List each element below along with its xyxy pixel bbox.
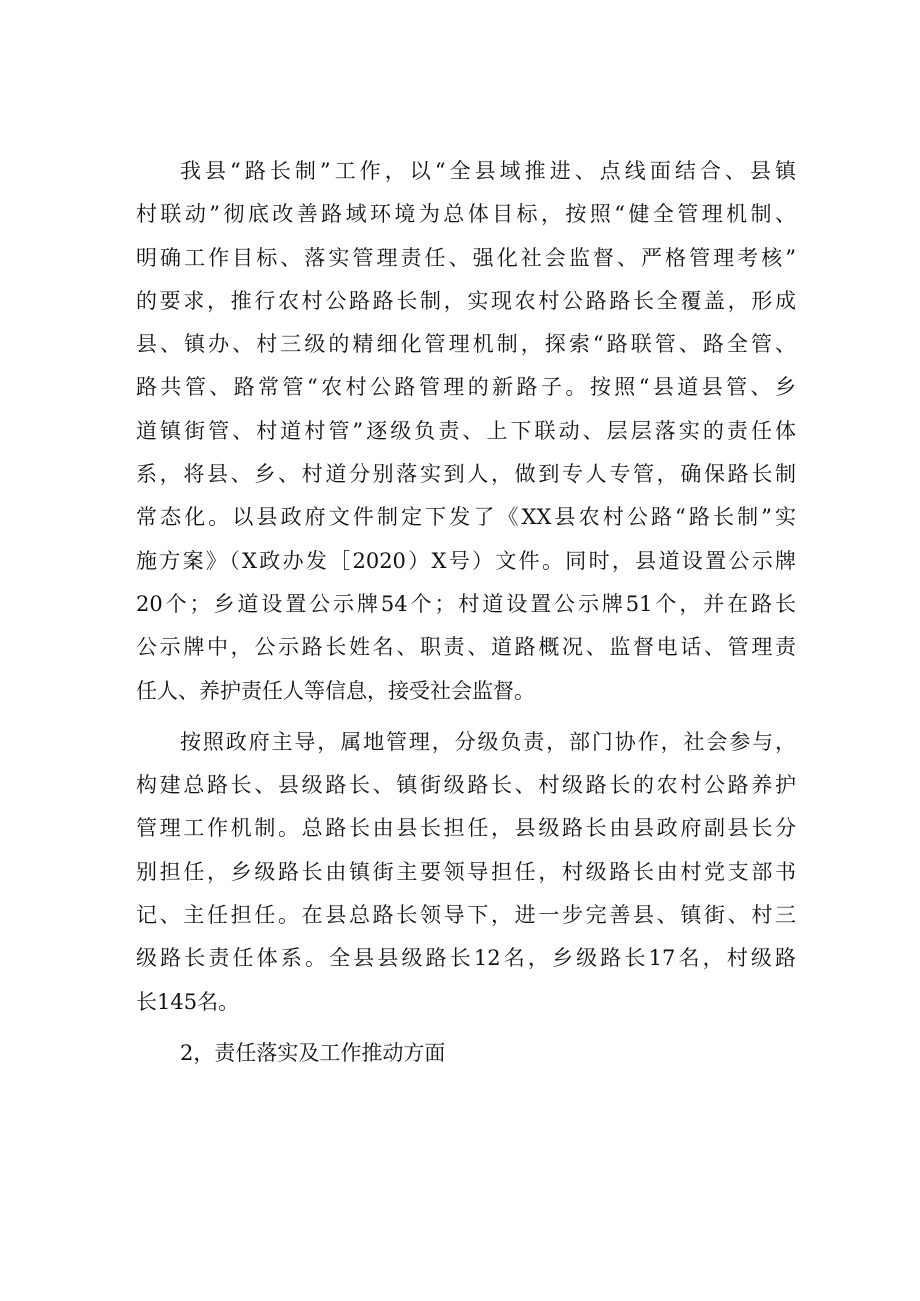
- paragraph-line: 的要求，推行农村公路路长制，实现农村公路路长全覆盖，形成: [136, 288, 796, 313]
- section-heading: 2，责任落实及工作推动方面: [180, 1040, 446, 1065]
- paragraph-line: 任人、养护责任人等信息，接受社会监督。: [136, 678, 535, 703]
- document-body: [136, 150, 796, 1075]
- paragraph-line: 构建总路长、县级路长、镇街级路长、村级路长的农村公路养护: [136, 773, 796, 798]
- paragraph-2: [136, 721, 796, 1024]
- paragraph-line: 路共管、路常管“农村公路管理的新路子。按照“县道县管、乡: [136, 375, 796, 400]
- paragraph-line: 常态化。以县政府文件制定下发了《XX县农村公路“路长制”实: [136, 505, 796, 530]
- paragraph-line: 施方案》（X政办发［2020）X号）文件。同时，县道设置公示牌: [136, 548, 796, 573]
- paragraph-line: 村联动”彻底改善路域环境为总体目标，按照“健全管理机制、: [136, 202, 796, 227]
- paragraph-line: 系，将县、乡、村道分别落实到人，做到专人专管，确保路长制: [136, 462, 796, 487]
- paragraph-line: 公示牌中，公示路长姓名、职责、道路概况、监督电话、管理责: [136, 635, 796, 660]
- paragraph-line: 别担任，乡级路长由镇街主要领导担任，村级路长由村党支部书: [136, 859, 796, 884]
- paragraph-1: [136, 150, 796, 713]
- paragraph-line: 级路长责任体系。全县县级路长12名，乡级路长17名，村级路: [136, 946, 796, 971]
- paragraph-line: 按照政府主导，属地管理，分级负责，部门协作，社会参与，: [180, 729, 796, 754]
- paragraph-line: 我县“路长制”工作，以“全县域推进、点线面结合、县镇: [180, 159, 796, 183]
- paragraph-line: 记、主任担任。在县总路长领导下，进一步完善县、镇街、村三: [136, 903, 796, 928]
- paragraph-line: 县、镇办、村三级的精细化管理机制，探索“路联管、路全管、: [136, 332, 796, 357]
- paragraph-spacer: [136, 713, 796, 721]
- paragraph-line: 长145名。: [136, 989, 240, 1014]
- paragraph-line: 20个；乡道设置公示牌54个；村道设置公示牌51个，并在路长: [136, 591, 796, 616]
- paragraph-line: 道镇街管、村道村管”逐级负责、上下联动、层层落实的责任体: [136, 418, 796, 443]
- paragraph-line: 管理工作机制。总路长由县长担任，县级路长由县政府副县长分: [136, 816, 796, 841]
- paragraph-line: 明确工作目标、落实管理责任、强化社会监督、严格管理考核”: [136, 245, 796, 270]
